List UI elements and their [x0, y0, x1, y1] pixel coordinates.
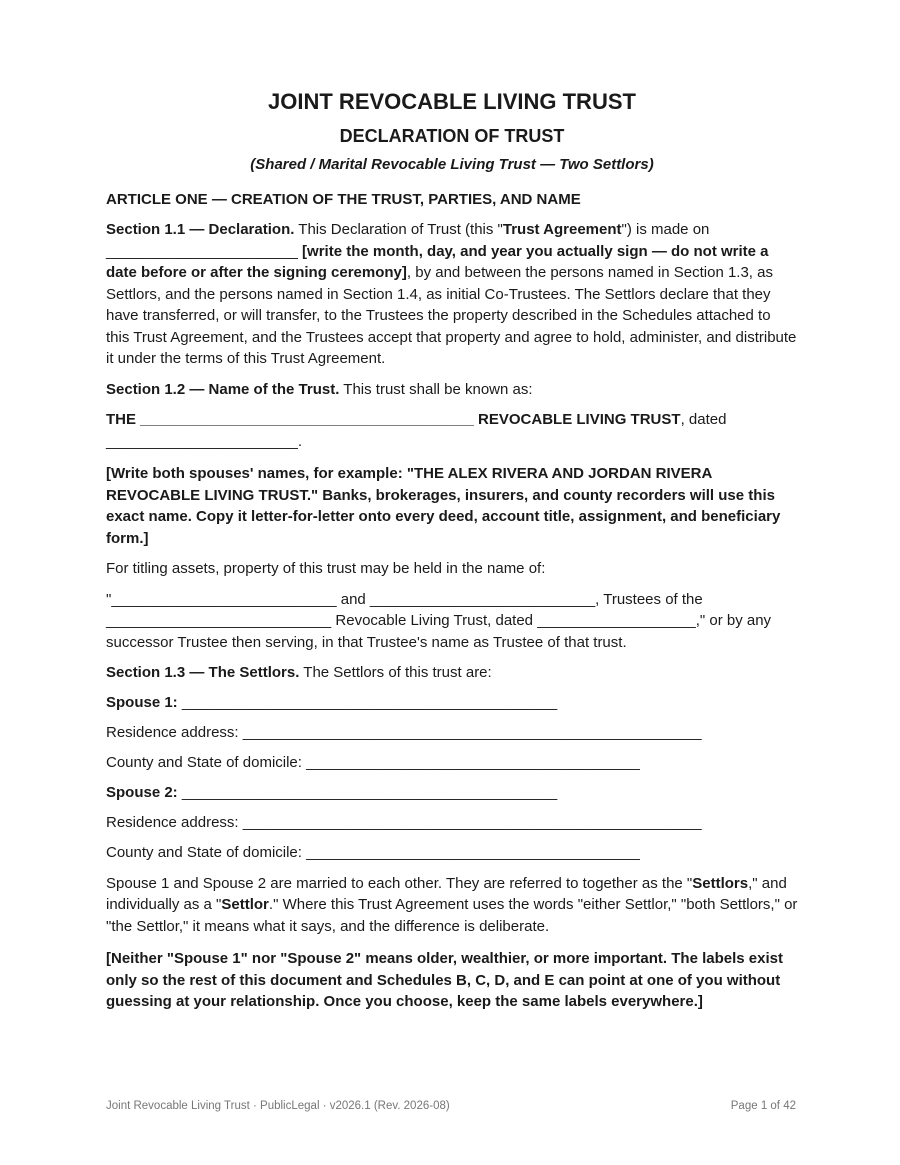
trust-name-prefix: THE: [106, 411, 141, 428]
page-content: [106, 88, 798, 1013]
spouse-2-label: Spouse 2:: [106, 784, 178, 801]
section-1-1-label: Section 1.1 — Declaration.: [106, 221, 295, 238]
residence-label: Residence address:: [106, 724, 239, 741]
spouse-1-residence-blank[interactable]: _______________________________________________________: [238, 724, 702, 741]
spouse-2-county-field: [106, 842, 798, 864]
spouse-1-county-field: [106, 752, 798, 774]
spouse-labels-instruction: [Neither "Spouse 1" nor "Spouse 2" means older, wealthier, or more important. The labels exist only so the rest of this document and Schedules B, C, D, and E can point at one of you without guessing at your relationship. Once you choose, keep the same labels everywhere.]: [106, 950, 783, 1010]
trust-date-blank[interactable]: _______________________: [106, 432, 298, 450]
section-1-3-text: The Settlors of this trust are:: [299, 664, 492, 681]
section-1-3-settlors: [106, 662, 798, 684]
settlors-text-1: Spouse 1 and Spouse 2 are married to each other. They are referred to together as the ": [106, 874, 693, 892]
trust-kind: (Shared / Marital Revocable Living Trust — Two Settlors): [250, 156, 654, 173]
spouse-2-residence-field: [106, 812, 798, 834]
residence-label: Residence address:: [106, 814, 239, 831]
trust-name-end: .: [297, 432, 303, 450]
section-1-2-text: This trust shall be known as:: [339, 380, 533, 398]
section-1-1-text-3: , by and between the persons named in Section 1.3, as Settlors, and the persons named in Section 1.4, as initial Co-Trustees. The Settlors declare that they have transferred, or will transfer, to the Trustees the property described in the Schedules attached to this Trust Agreement, and the Trustees accept that property and agree to hold, administer, and distribute it under the terms of this Trust Agreement.: [106, 264, 797, 367]
spouse-1-field: [106, 692, 798, 714]
spouse-2-blank[interactable]: _____________________________________________: [177, 784, 558, 801]
spouse-2-residence-blank[interactable]: _______________________________________________________: [238, 814, 702, 831]
county-label: County and State of domicile:: [106, 844, 302, 861]
signing-date-blank[interactable]: _______________________: [106, 242, 298, 260]
section-1-2-label: Section 1.2 — Name of the Trust.: [106, 380, 340, 398]
section-1-1-declaration: [106, 219, 798, 370]
signing-date-instruction: [write the month, day, and year you actually sign — do not write a date before or after the signing ceremony]: [106, 242, 769, 281]
trust-name-blank[interactable]: ________________________________________: [140, 411, 474, 428]
spouse-1-county-blank[interactable]: ________________________________________: [301, 754, 640, 771]
trust-name-line: [106, 409, 798, 452]
settlors-text-2: ," and individually as a ": [106, 874, 787, 913]
titling-intro: For titling assets, property of this trust may be held in the name of:: [106, 560, 546, 577]
footer-page-number: Page 1 of 42: [730, 1100, 796, 1112]
spouse-2-county-blank[interactable]: ________________________________________: [301, 844, 640, 861]
county-label: County and State of domicile:: [106, 754, 302, 771]
spouse-1-blank[interactable]: _____________________________________________: [177, 694, 558, 711]
spouse-1-residence-field: [106, 722, 798, 744]
trust-name-instruction: [Write both spouses' names, for example: "THE ALEX RIVERA AND JORDAN RIVERA REVOCABLE LIVING TRUST." Banks, brokerages, insurers, and county recorders will use this exact name. Copy it letter-for-letter onto every deed, account title, assignment, and beneficiary form.]: [106, 465, 781, 547]
article-one-heading: ARTICLE ONE — CREATION OF THE TRUST, PARTIES, AND NAME: [106, 191, 581, 208]
section-1-3-label: Section 1.3 — The Settlors.: [106, 664, 300, 681]
section-1-1-text-1: This Declaration of Trust (this ": [294, 221, 503, 238]
document-title: JOINT REVOCABLE LIVING TRUST: [268, 89, 636, 114]
trust-name-suffix: REVOCABLE LIVING TRUST: [473, 411, 681, 428]
spouse-1-label: Spouse 1:: [106, 694, 178, 711]
settlors-definition: [106, 873, 798, 938]
titling-text: "___________________________ and ___________________________, Trustees of the ___________________________ Revocable Living Trust, dated ___________________," or by any successor Trustee then serving, in that Trustee's name as Trustee of that trust.: [106, 590, 772, 651]
spouse-2-field: [106, 782, 798, 804]
section-1-2-name: [106, 379, 798, 401]
document-subtitle: DECLARATION OF TRUST: [339, 126, 565, 146]
settlors-text-3: ." Where this Trust Agreement uses the words "either Settlor," "both Settlors," or "the Settlor," it means what it says, and the difference is deliberate.: [106, 896, 798, 935]
term-settlor: Settlor: [221, 896, 269, 913]
section-1-1-text-2: ") is made on: [621, 221, 710, 238]
trust-name-dated: , dated: [680, 411, 727, 428]
term-trust-agreement: Trust Agreement: [502, 221, 622, 238]
term-settlors: Settlors: [692, 874, 749, 892]
footer-document-info: Joint Revocable Living Trust · PublicLegal · v2026.1 (Rev. 2026-08): [106, 1100, 450, 1112]
